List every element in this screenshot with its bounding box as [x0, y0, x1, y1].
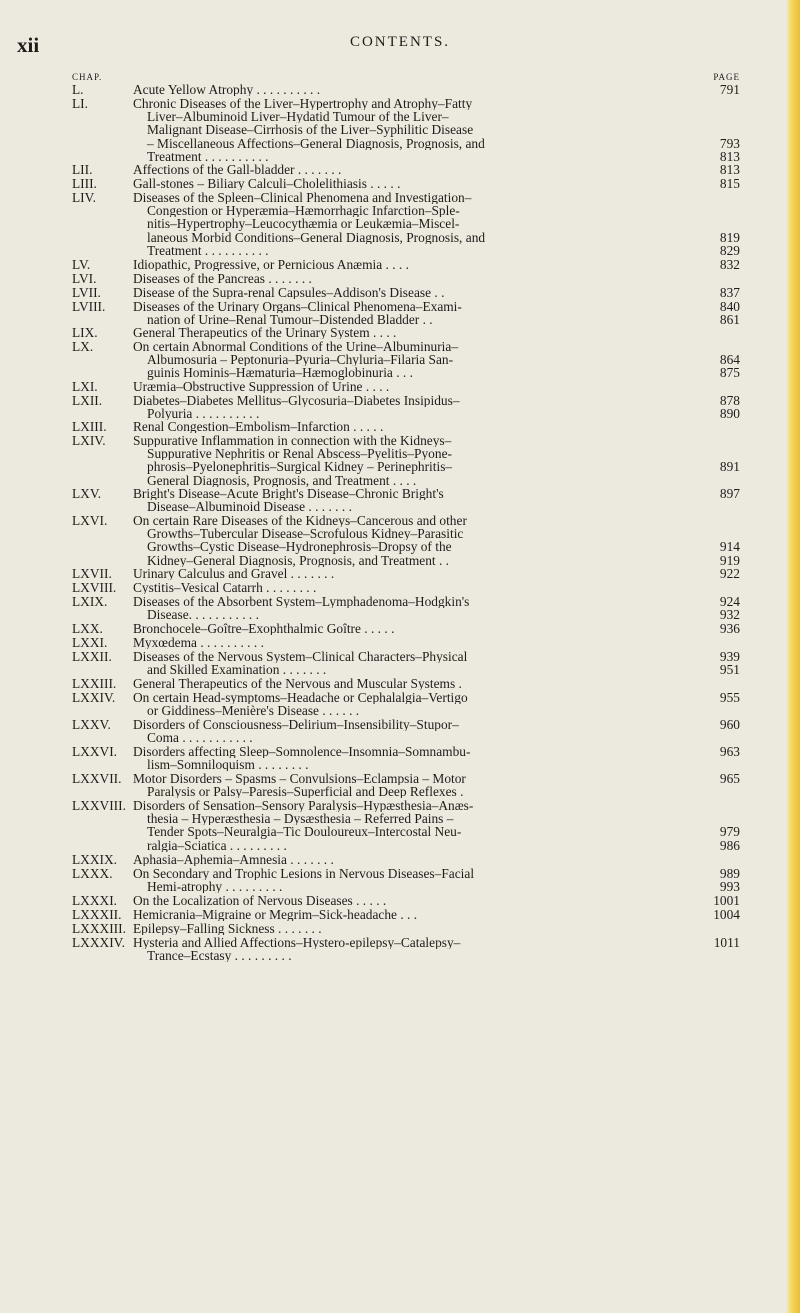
page-reference [700, 163, 740, 176]
chapter-number: LXXV. [72, 717, 111, 732]
page-reference [700, 595, 740, 621]
page-reference-line: 924 [719, 595, 740, 609]
chapter-title [133, 340, 708, 380]
chapter-number: LXXII. [72, 649, 112, 664]
chapter-title-line: Aphasia–Aphemia–Amnesia . . . . . . . [133, 853, 334, 867]
page-reference [700, 636, 740, 649]
chapter-title-line: Polyuria . . . . . . . . . . [147, 407, 260, 421]
page-reference-line: 819 [719, 230, 740, 244]
page-reference-line [700, 191, 740, 204]
chapter-title [133, 922, 708, 935]
chapter-title-line: Diabetes–Diabetes Mellitus–Glycosuria–Diabetes Insipidus– [133, 394, 460, 408]
chapter-number: L. [72, 82, 84, 97]
chapter-number: LVI. [72, 271, 97, 286]
page-reference [700, 487, 740, 513]
chapter-title-line: Hysteria and Allied Affections–Hystero-epilepsy–Catalepsy– [133, 936, 461, 950]
chapter-title-line: lism–Somniloquism . . . . . . . . [147, 758, 309, 772]
chapter-title-line: Liver–Albuminoid Liver–Hydatid Tumour of the Liver– [147, 110, 449, 124]
page-reference [700, 908, 740, 921]
page-reference-line: 793 [719, 136, 740, 150]
chapter-title-line: Diseases of the Spleen–Clinical Phenomena and Investigation– [133, 191, 472, 205]
chapter-title [133, 772, 708, 798]
page-reference [700, 745, 740, 771]
page-reference [700, 581, 740, 594]
chapter-title [133, 420, 708, 433]
page-reference-line [700, 204, 740, 217]
chapter-title-line: Chronic Diseases of the Liver–Hypertrophy and Atrophy–Fatty [133, 97, 473, 111]
chapter-title-line: nation of Urine–Renal Tumour–Distended Bladder . . [147, 313, 433, 327]
page-reference-line [700, 474, 740, 487]
page-reference-line [700, 272, 740, 285]
chapter-title [133, 514, 708, 567]
chapter-title-line: Disease of the Supra-renal Capsules–Addison's Disease . . [133, 286, 445, 300]
page-reference-line [700, 731, 740, 744]
page-reference-line: 864 [719, 353, 740, 367]
chapter-number: LXXI. [72, 635, 108, 650]
page-reference-line: 960 [719, 718, 740, 732]
page-reference-line: 965 [719, 772, 740, 786]
page-reference-line: 951 [719, 663, 740, 677]
chapter-title-line: Disorders of Sensation–Sensory Paralysis–Hypæsthesia–Anæs- [133, 799, 474, 813]
chapter-number: LXI. [72, 379, 98, 394]
chapter-number: LI. [72, 96, 88, 111]
chapter-title-line: Treatment . . . . . . . . . . [147, 149, 269, 163]
chapter-title-line: Kidney–General Diagnosis, Prognosis, and Treatment . . [147, 553, 450, 567]
page-reference [700, 650, 740, 676]
page-reference-line: 989 [719, 867, 740, 881]
chapter-number: LXVII. [72, 566, 112, 581]
chapter-number: LXX. [72, 621, 103, 636]
chapter-title [133, 745, 708, 771]
chapter-title [133, 97, 708, 163]
chapter-number: LV. [72, 257, 91, 272]
page-reference-line: 1004 [713, 908, 740, 922]
chapter-title [133, 636, 708, 649]
chapter-title [133, 908, 708, 921]
chapter-title-line: Uræmia–Obstructive Suppression of Urine . . . . [133, 380, 390, 394]
chapter-title-line: Diseases of the Pancreas . . . . . . . [133, 272, 312, 286]
page-edge-decoration [786, 0, 800, 1313]
chapter-title [133, 567, 708, 580]
page-reference-line: 993 [719, 880, 740, 894]
page-reference-line [700, 434, 740, 447]
page-reference-line: 813 [719, 149, 740, 163]
page-reference [700, 922, 740, 935]
page-reference-line: 791 [719, 83, 740, 97]
chapter-number: LXXXI. [72, 893, 117, 908]
page-reference-line: 813 [719, 163, 740, 177]
chapter-title-line: Idiopathic, Progressive, or Pernicious Anæmia . . . . [133, 258, 409, 272]
chapter-title-line: Renal Congestion–Embolism–Infarction . . . . . [133, 420, 384, 434]
chapter-number: LXXXIII. [72, 921, 126, 936]
chapter-title-line: or Giddiness–Menière's Disease . . . . . . [147, 704, 360, 718]
chapter-number: LXVI. [72, 513, 108, 528]
page-reference-line [700, 420, 740, 433]
page-reference [700, 799, 740, 852]
page-reference [700, 677, 740, 690]
page-reference-line [700, 922, 740, 935]
page-reference-line: 832 [719, 258, 740, 272]
page-reference-line: 936 [719, 622, 740, 636]
page-reference [700, 622, 740, 635]
chapter-title-line: Disease–Albuminoid Disease . . . . . . . [147, 500, 352, 514]
page-reference [700, 380, 740, 393]
chapter-title-line: Motor Disorders – Spasms – Convulsions–Eclampsia – Motor [133, 772, 466, 786]
chapter-title-line: Acute Yellow Atrophy . . . . . . . . . . [133, 83, 321, 97]
chapter-title-line: Suppurative Inflammation in connection with the Kidneys– [133, 434, 452, 448]
page-reference-line: 861 [719, 313, 740, 327]
chapter-title [133, 286, 708, 299]
chapter-title-line: Myxœdema . . . . . . . . . . [133, 636, 264, 650]
chapter-title-line: General Therapeutics of the Urinary System . . . . [133, 326, 397, 340]
page-reference-line [700, 500, 740, 513]
page-number: xii [17, 33, 40, 57]
page-reference [700, 300, 740, 326]
chapter-title-line: Urinary Calculus and Gravel . . . . . . . [133, 567, 335, 581]
chapter-title-line: Disease. . . . . . . . . . . [147, 608, 259, 622]
chapter-title [133, 300, 708, 326]
chapter-title-line: – Miscellaneous Affections–General Diagnosis, Prognosis, and [147, 136, 485, 150]
chapter-title-line: nitis–Hypertrophy–Leucocythæmia or Leukæmia–Miscel- [147, 217, 460, 231]
page-reference-line [700, 853, 740, 866]
chapter-number: LII. [72, 162, 93, 177]
chapter-title-line: Affections of the Gall-bladder . . . . . . . [133, 163, 342, 177]
page-reference [700, 326, 740, 339]
chapter-number: LXIII. [72, 419, 107, 434]
chapter-title [133, 394, 708, 420]
chapter-title-line: On certain Abnormal Conditions of the Urine–Albuminuria– [133, 340, 459, 354]
chapter-number: LXXIII. [72, 676, 117, 691]
chapter-title [133, 595, 708, 621]
chapter-title [133, 677, 708, 690]
chapter-number: LXXVI. [72, 744, 117, 759]
chapter-number: LXVIII. [72, 580, 117, 595]
chapter-title [133, 936, 708, 962]
chapter-number: LIII. [72, 176, 97, 191]
page-reference-line: 897 [719, 487, 740, 501]
chapter-title-line: Congestion or Hyperæmia–Hæmorrhagic Infarction–Sple- [147, 204, 460, 218]
page-reference-line [700, 110, 740, 123]
page-reference-line: 955 [719, 691, 740, 705]
chapter-title-line: phrosis–Pyelonephritis–Surgical Kidney – Perinephritis– [147, 460, 453, 474]
chapter-title [133, 867, 708, 893]
chapter-number: LVIII. [72, 299, 106, 314]
chapter-title-line: Diseases of the Urinary Organs–Clinical Phenomena–Exami- [133, 300, 462, 314]
chapter-number: LXXIX. [72, 852, 117, 867]
page-column-heading: PAGE [713, 72, 740, 82]
page-reference-line [700, 527, 740, 540]
chapter-title-line: Coma . . . . . . . . . . . [147, 731, 253, 745]
chapter-title [133, 581, 708, 594]
chapter-title-line: Hemi-atrophy . . . . . . . . . [147, 880, 283, 894]
page-reference [700, 177, 740, 190]
page-reference [700, 434, 740, 487]
chapter-title [133, 380, 708, 393]
page-reference-line [700, 677, 740, 690]
chapter-number: LXIX. [72, 594, 108, 609]
page-reference [700, 853, 740, 866]
page-reference-line: 939 [719, 650, 740, 664]
page-reference-line [700, 123, 740, 136]
page-reference-line: 891 [719, 460, 740, 474]
page-reference-line [700, 949, 740, 962]
page-reference [700, 772, 740, 798]
chapter-title-line: On certain Rare Diseases of the Kidneys–Cancerous and other [133, 514, 467, 528]
page-reference-line: 986 [719, 838, 740, 852]
chapter-number: LXXX. [72, 866, 113, 881]
page-reference-line [700, 636, 740, 649]
chapter-title-line: On Secondary and Trophic Lesions in Nervous Diseases–Facial [133, 867, 475, 881]
page-reference-line: 815 [719, 177, 740, 191]
chapter-title-line: Hemicrania–Migraine or Megrim–Sick-headache . . . [133, 908, 418, 922]
page-reference-line [700, 380, 740, 393]
chapter-title-line: ralgia–Sciatica . . . . . . . . . [147, 838, 287, 852]
chapter-title [133, 718, 708, 744]
chapter-title [133, 487, 708, 513]
page-reference-line [700, 447, 740, 460]
page-reference-line: 878 [719, 394, 740, 408]
page-reference-line [700, 97, 740, 110]
page-reference-line: 1011 [713, 936, 740, 950]
chapter-title-line: Growths–Tubercular Disease–Scrofulous Kidney–Parasitic [147, 527, 464, 541]
page-reference [700, 83, 740, 96]
page-reference-line: 890 [719, 407, 740, 421]
chapter-title [133, 799, 708, 852]
chapter-title-line: General Therapeutics of the Nervous and Muscular Systems . [133, 677, 462, 691]
chapter-title-line: guinis Hominis–Hæmaturia–Hæmoglobinuria . . . [147, 366, 413, 380]
page-reference-line: 963 [719, 745, 740, 759]
chapter-title-line: thesia – Hyperæsthesia – Dysæsthesia – Referred Pains – [147, 812, 454, 826]
page-reference-line [700, 785, 740, 798]
page-reference-line [700, 514, 740, 527]
chapter-title-line: laneous Morbid Conditions–General Diagnosis, Prognosis, and [147, 230, 486, 244]
chapter-number: LXXXIV. [72, 935, 125, 950]
page-reference [700, 691, 740, 717]
chapter-title-line: Paralysis or Palsy–Paresis–Superficial and Deep Reflexes . [147, 785, 464, 799]
chapter-title-line: Suppurative Nephritis or Renal Abscess–Pyelitis–Pyone- [147, 447, 452, 461]
page-reference [700, 258, 740, 271]
chapter-title-line: Cystitis–Vesical Catarrh . . . . . . . . [133, 581, 317, 595]
page-reference-line: 875 [719, 366, 740, 380]
page-reference [700, 272, 740, 285]
chapter-title-line: Trance–Ecstasy . . . . . . . . . [147, 949, 292, 963]
page-reference-line: 932 [719, 608, 740, 622]
page-reference-line [700, 581, 740, 594]
chapter-title [133, 853, 708, 866]
chapter-title [133, 434, 708, 487]
chapter-number: LIX. [72, 325, 98, 340]
page-reference-line: 914 [719, 540, 740, 554]
page-reference-line: 919 [719, 553, 740, 567]
chapter-title-line: Bright's Disease–Acute Bright's Disease–Chronic Bright's [133, 487, 444, 501]
page-reference-line [700, 812, 740, 825]
page-header: CONTENTS. [349, 34, 451, 50]
chapter-title-line: Disorders affecting Sleep–Somnolence–Insomnia–Somnambu- [133, 745, 471, 759]
chapter-title [133, 258, 708, 271]
chapter-title-line: Disorders of Consciousness–Delirium–Insensibility–Stupor– [133, 718, 459, 732]
chapter-title [133, 894, 708, 907]
chapter-number: LXXIV. [72, 690, 116, 705]
page-reference-line [700, 799, 740, 812]
page-reference-line: 829 [719, 243, 740, 257]
chapter-number: LX. [72, 339, 94, 354]
page-reference-line: 922 [719, 567, 740, 581]
chapter-title-line: On the Localization of Nervous Diseases . . . . . [133, 894, 387, 908]
page-reference [700, 340, 740, 380]
page-reference [700, 514, 740, 567]
chapter-title [133, 191, 708, 257]
chapter-title [133, 622, 708, 635]
page-reference [700, 936, 740, 962]
chapter-title-line: Diseases of the Absorbent System–Lymphadenoma–Hodgkin's [133, 595, 470, 609]
page-reference-line: 837 [719, 286, 740, 300]
chapter-title [133, 691, 708, 717]
page-reference-line: 840 [719, 300, 740, 314]
page-reference [700, 867, 740, 893]
chapter-number: LIV. [72, 190, 96, 205]
page-reference [700, 394, 740, 420]
chapter-number: LXIV. [72, 433, 106, 448]
chapter-title [133, 272, 708, 285]
page-reference [700, 97, 740, 163]
page-reference-line [700, 217, 740, 230]
page-reference [700, 286, 740, 299]
chapter-column-heading: CHAP. [72, 72, 103, 82]
page-reference [700, 567, 740, 580]
chapter-title-line: Gall-stones – Biliary Calculi–Cholelithiasis . . . . . [133, 177, 401, 191]
chapter-title-line: Growths–Cystic Disease–Hydronephrosis–Dropsy of the [147, 540, 452, 554]
chapter-number: LXXXII. [72, 907, 122, 922]
chapter-title-line: Epilepsy–Falling Sickness . . . . . . . [133, 922, 322, 936]
chapter-title [133, 163, 708, 176]
chapter-title-line: Diseases of the Nervous System–Clinical Characters–Physical [133, 650, 468, 664]
chapter-title-line: and Skilled Examination . . . . . . . [147, 663, 327, 677]
page-reference-line: 979 [719, 825, 740, 839]
chapter-number: LXXVIII. [72, 798, 126, 813]
chapter-title [133, 83, 708, 96]
chapter-title [133, 177, 708, 190]
chapter-title-line: Bronchocele–Goître–Exophthalmic Goître . . . . . [133, 622, 395, 636]
page-reference-line: 1001 [713, 894, 740, 908]
chapter-title [133, 326, 708, 339]
chapter-number: LVII. [72, 285, 101, 300]
chapter-number: LXII. [72, 393, 103, 408]
page-reference-line [700, 758, 740, 771]
page-reference [700, 894, 740, 907]
chapter-title-line: Albumosuria – Peptonuria–Pyuria–Chyluria–Filaria San- [147, 353, 454, 367]
chapter-title-line: Treatment . . . . . . . . . . [147, 243, 269, 257]
chapter-number: LXV. [72, 486, 102, 501]
page-reference-line [700, 340, 740, 353]
chapter-title [133, 650, 708, 676]
chapter-title-line: Tender Spots–Neuralgia–Tic Douloureux–Intercostal Neu- [147, 825, 462, 839]
page-reference-line [700, 326, 740, 339]
chapter-title-line: Malignant Disease–Cirrhosis of the Liver–Syphilitic Disease [147, 123, 474, 137]
page-reference [700, 718, 740, 744]
chapter-number: LXXVII. [72, 771, 122, 786]
chapter-title-line: General Diagnosis, Prognosis, and Treatment . . . . [147, 473, 417, 487]
page-reference [700, 420, 740, 433]
chapter-title-line: On certain Head-symptoms–Headache or Cephalalgia–Vertigo [133, 691, 468, 705]
page-reference [700, 191, 740, 257]
page-reference-line [700, 704, 740, 717]
